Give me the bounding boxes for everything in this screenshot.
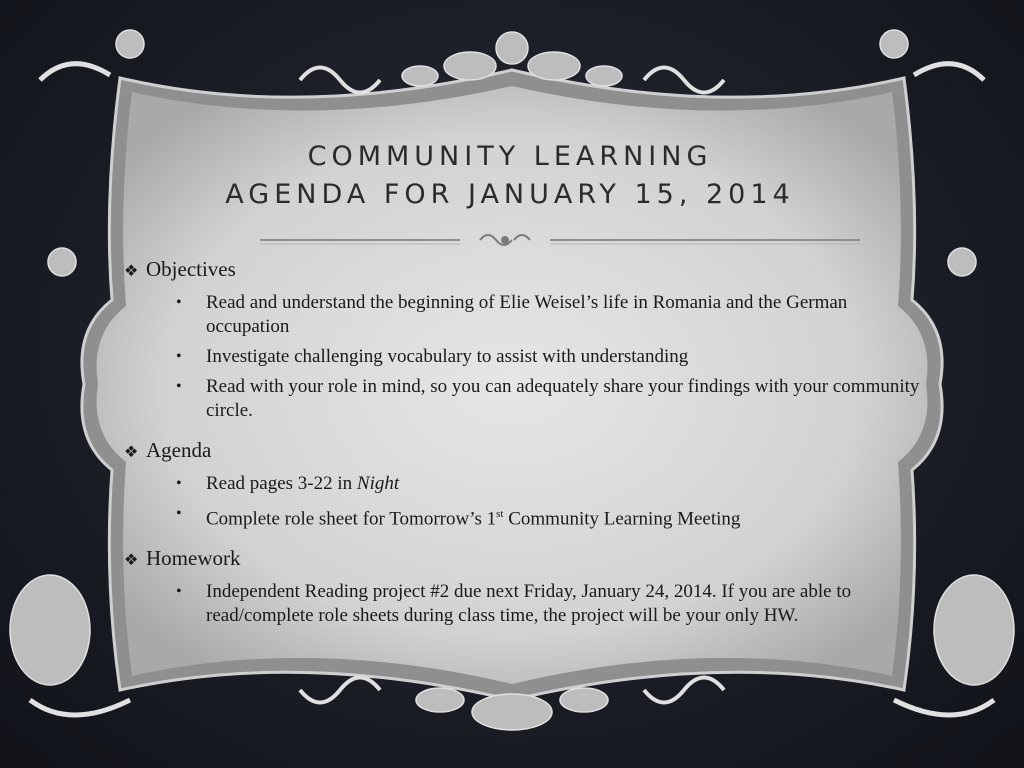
title-line-2: AGENDA FOR JANUARY 15, 2014 [225,179,795,210]
section-homework [124,543,934,628]
title-line-1: COMMUNITY LEARNING [307,141,713,172]
list-item: • Complete role sheet for Tomorrow’s 1st Community Learning Meeting [174,502,934,531]
bullet-dot: • [176,348,182,365]
list-item: • Independent Reading project #2 due next Friday, January 24, 2014. If you are able to read/complete role sheets during class time, the project will be your only HW. [176,581,852,627]
section-heading: Objectives [146,257,236,281]
title-divider [260,226,860,254]
diamond-four-icon: ❖ [124,444,139,461]
list-item: • Investigate challenging vocabulary to assist with understanding [176,346,689,367]
diamond-four-icon: ❖ [124,552,139,570]
diamond-four-icon: ❖ [124,263,139,280]
scroll-flourish-icon [480,235,530,245]
list-item: • Read with your role in mind, so you can adequately share your findings with your community circle. [176,376,920,421]
section-agenda [124,435,934,531]
bullet-dot: • [176,583,182,601]
list-item: • Read pages 3-22 in Night [176,473,400,494]
agenda-content [124,254,934,640]
section-objectives [124,254,934,423]
bullet-dot: • [176,505,182,522]
bullet-dot: • [176,378,182,395]
list-item: • Read and understand the beginning of Elie Weisel’s life in Romania and the German occupation [176,292,848,337]
page-title [160,138,860,214]
section-heading: Homework [146,546,241,571]
bullet-dot: • [176,294,182,311]
section-heading: Agenda [146,438,212,462]
bullet-dot: • [176,475,182,492]
